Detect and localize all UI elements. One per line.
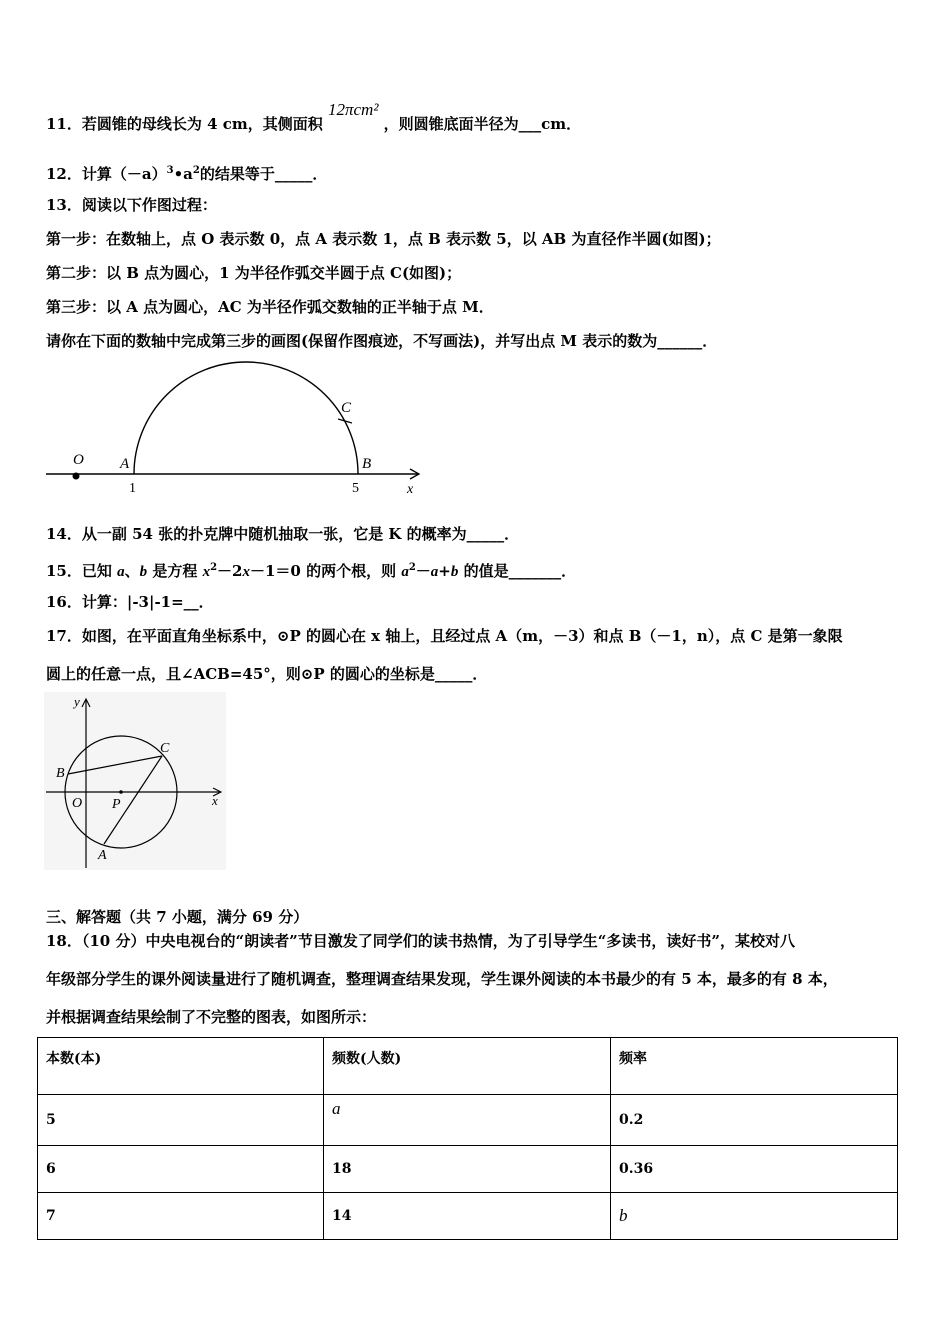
table-cell: 0.36 [611,1146,898,1193]
point-o-dot [73,473,80,480]
q17-line1: 17．如图，在平面直角坐标系中，⊙P 的圆心在 x 轴上，且经过点 A（m，－3）和点 B（－1，n），点 C 是第一象限 [46,627,843,645]
q11-formula: 12πcm² [328,100,379,119]
q12-mid: •a [173,165,193,183]
label-a: A [120,456,130,472]
q15-var-a: a [430,564,439,580]
q15-var-x: x [202,564,211,580]
table-row [38,1095,898,1146]
q17-line2: 圆上的任意一点，且∠ACB=45°，则⊙P 的圆心的坐标是_____． [46,665,488,683]
q15-text: 的值是_______． [458,562,577,580]
tick-label-1: 1 [129,481,136,496]
label-c: C [160,741,170,756]
table-cell: 6 [38,1146,324,1193]
q11-suffix: ，则圆锥底面半径为___cm． [383,115,582,133]
label-b: B [56,766,65,781]
table-cell: 0.2 [611,1095,898,1146]
header-frequency: 频数(人数) [324,1038,611,1095]
label-o: O [73,452,84,468]
q18-line1: 18．（10 分）中央电视台的“朗读者”节目激发了同学们的读书热情，为了引导学生“多读书，读好书”，某校对八 [46,932,795,950]
q11-prefix: 11．若圆锥的母线长为 4 cm，其侧面积 [46,115,323,133]
q12-prefix: 12．计算（－a） [46,165,167,183]
q15-var-a: a [117,564,125,580]
header-rate: 频率 [611,1038,898,1095]
label-o: O [72,796,83,811]
q15-var-a: a [401,564,409,580]
number-line-figure [40,355,430,500]
q13-title: 13．阅读以下作图过程： [46,196,217,214]
table-header-row [38,1038,898,1095]
table-cell: 14 [324,1193,611,1240]
label-y: y [74,694,80,709]
q12-sup-2: 2 [192,165,200,176]
q15-text: －2 [217,562,243,580]
table-cell-var-b: b [611,1193,898,1240]
semicircle-arc [134,362,358,474]
q13-step3: 第三步：以 A 点为圆心，AC 为半径作弧交数轴的正半轴于点 M． [46,298,494,316]
q15-text: 是方程 [147,562,203,580]
q15-var-b: b [450,564,459,580]
table-row [38,1193,898,1240]
frequency-table [37,1037,898,1240]
table-cell: 18 [324,1146,611,1193]
label-b: B [362,456,372,472]
q15-text: － [415,562,431,580]
q13-step1: 第一步：在数轴上，点 O 表示数 0，点 A 表示数 1，点 B 表示数 5，以 AB 为直径作半圆(如图)； [46,230,721,248]
table-cell-var-a: a [324,1095,611,1146]
q12-sup-3: 3 [166,165,174,176]
q12-suffix: 的结果等于_____． [199,165,328,183]
question-11 [46,100,582,134]
q18-line2: 年级部分学生的课外阅读量进行了随机调查，整理调查结果发现，学生课外阅读的本书最少的有 5 本，最多的有 8 本， [46,970,838,988]
question-14: 14．从一副 54 张的扑克牌中随机抽取一张，它是 K 的概率为_____． [46,525,520,543]
question-12 [46,161,327,184]
figure-background [44,692,226,870]
question-16: 16．计算：|-3|-1=__． [46,593,214,611]
label-x-axis: x [407,482,414,497]
table-cell: 5 [38,1095,324,1146]
q15-text: －1＝0 的两个根，则 [249,562,402,580]
section-three-title: 三、解答题（共 7 小题，满分 69 分） [46,908,309,926]
label-c: C [341,400,352,416]
q15-text: + [438,562,451,580]
q15-sup: 2 [408,562,416,573]
q15-text: 、 [124,562,140,580]
table-row [38,1146,898,1193]
label-a: A [98,848,107,863]
q18-line3: 并根据调查结果绘制了不完整的图表，如图所示： [46,1008,377,1026]
circle-coordinate-figure [44,692,226,870]
q15-text: 15．已知 [46,562,118,580]
tick-label-5: 5 [352,481,359,496]
q15-sup: 2 [210,562,218,573]
q15-var-b: b [139,564,148,580]
label-p: P [112,797,121,812]
header-books: 本数(本) [38,1038,324,1095]
q13-step2: 第二步：以 B 点为圆心，1 为半径作弧交半圆于点 C(如图)； [46,264,462,282]
question-15 [46,558,576,582]
table-cell: 7 [38,1193,324,1240]
label-x: x [212,793,218,808]
center-p-dot [119,790,123,794]
q15-var-x: x [242,564,250,580]
q13-ask: 请你在下面的数轴中完成第三步的画图(保留作图痕迹，不写画法)，并写出点 M 表示的数为______． [46,332,718,350]
